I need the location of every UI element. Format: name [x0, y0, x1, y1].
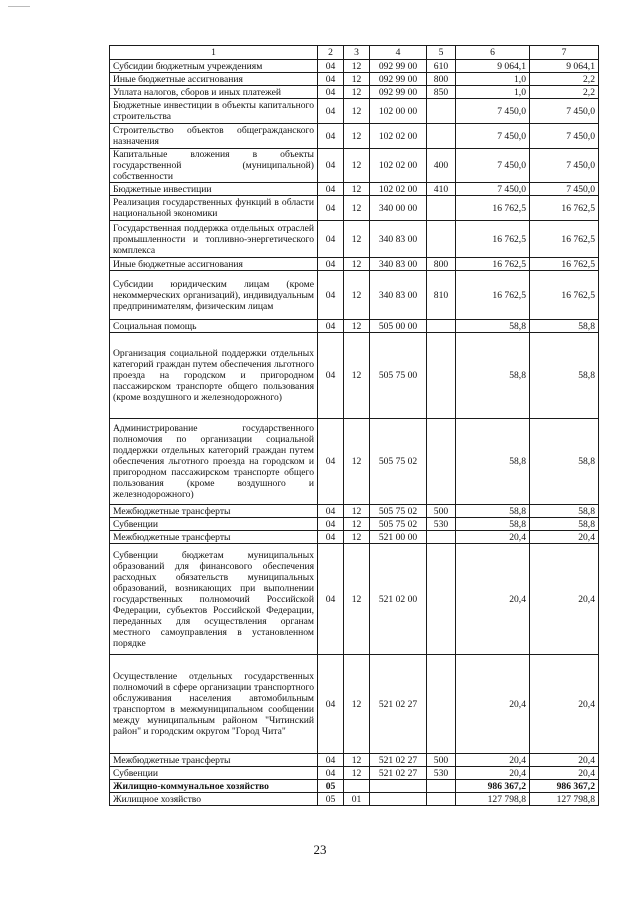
- cell-section: 04: [318, 258, 344, 271]
- cell-target-article: 092 99 00: [370, 73, 427, 86]
- table-row: [110, 271, 599, 320]
- cell-subsection: 12: [344, 196, 370, 221]
- cell-amount-year-2: 20,4: [530, 544, 599, 655]
- cell-amount-year-1: 58,8: [456, 320, 530, 333]
- page-number: 23: [313, 842, 327, 857]
- cell-target-article: [370, 793, 427, 806]
- cell-section: 05: [318, 793, 344, 806]
- cell-name: Организация социальной поддержки отдельных категорий граждан путем обеспечения льготного проезда на городском и пригородном пассажирском транспорте общего пользования (кроме воздушного и железнодорожного): [110, 333, 318, 419]
- cell-target-article: 505 00 00: [370, 320, 427, 333]
- cell-name: Иные бюджетные ассигнования: [110, 73, 318, 86]
- cell-name: Государственная поддержка отдельных отраслей промышленности и топливно-энергетического комплекса: [110, 221, 318, 258]
- cell-subsection: 12: [344, 333, 370, 419]
- table-row: [110, 86, 599, 99]
- cell-expense-type: [427, 655, 456, 754]
- table-row: [110, 754, 599, 767]
- cell-name: Субвенции: [110, 767, 318, 780]
- cell-amount-year-1: 20,4: [456, 531, 530, 544]
- table-row: [110, 73, 599, 86]
- cell-amount-year-1: 127 798,8: [456, 793, 530, 806]
- cell-name: Жилищно-коммунальное хозяйство: [110, 780, 318, 793]
- cell-expense-type: [427, 99, 456, 124]
- table-row: [110, 655, 599, 754]
- cell-amount-year-2: 20,4: [530, 754, 599, 767]
- cell-subsection: 12: [344, 99, 370, 124]
- cell-expense-type: [427, 196, 456, 221]
- cell-expense-type: 400: [427, 149, 456, 183]
- table-row: [110, 544, 599, 655]
- cell-amount-year-2: 20,4: [530, 531, 599, 544]
- cell-expense-type: 610: [427, 60, 456, 73]
- cell-subsection: 12: [344, 320, 370, 333]
- header-col-4: 4: [370, 46, 427, 60]
- cell-expense-type: 810: [427, 271, 456, 320]
- cell-amount-year-1: 20,4: [456, 754, 530, 767]
- cell-target-article: 505 75 00: [370, 333, 427, 419]
- cell-subsection: 12: [344, 754, 370, 767]
- cell-section: 04: [318, 221, 344, 258]
- cell-expense-type: [427, 780, 456, 793]
- cell-subsection: 12: [344, 767, 370, 780]
- cell-section: 04: [318, 518, 344, 531]
- table-row: [110, 531, 599, 544]
- table-row: [110, 505, 599, 518]
- cell-name: Социальная помощь: [110, 320, 318, 333]
- cell-amount-year-1: 58,8: [456, 419, 530, 505]
- cell-amount-year-2: 58,8: [530, 333, 599, 419]
- table-row: [110, 221, 599, 258]
- cell-amount-year-2: 7 450,0: [530, 149, 599, 183]
- cell-name: Субвенции: [110, 518, 318, 531]
- cell-target-article: 092 99 00: [370, 60, 427, 73]
- cell-amount-year-2: 58,8: [530, 518, 599, 531]
- cell-amount-year-1: 58,8: [456, 518, 530, 531]
- cell-target-article: 521 02 27: [370, 655, 427, 754]
- cell-expense-type: 530: [427, 518, 456, 531]
- cell-section: 04: [318, 183, 344, 196]
- header-col-6: 6: [456, 46, 530, 60]
- cell-target-article: 521 00 00: [370, 531, 427, 544]
- cell-amount-year-2: 20,4: [530, 767, 599, 780]
- cell-expense-type: [427, 793, 456, 806]
- cell-subsection: 12: [344, 655, 370, 754]
- cell-section: 04: [318, 754, 344, 767]
- cell-name: Реализация государственных функций в области национальной экономики: [110, 196, 318, 221]
- table-row: [110, 793, 599, 806]
- cell-target-article: 102 02 00: [370, 183, 427, 196]
- cell-target-article: 092 99 00: [370, 86, 427, 99]
- cell-amount-year-2: 16 762,5: [530, 221, 599, 258]
- cell-name: Осуществление отдельных государственных полномочий в сфере организации транспортного обслуживания населения автомобильным транспортом в межмуниципальном сообщении между муниципальным районом "Читинский район" и городским округом "Город Чита": [110, 655, 318, 754]
- table-row: [110, 419, 599, 505]
- table-header-row: [110, 46, 599, 60]
- cell-subsection: 12: [344, 149, 370, 183]
- cell-section: 04: [318, 419, 344, 505]
- cell-subsection: 12: [344, 124, 370, 149]
- cell-subsection: 12: [344, 518, 370, 531]
- cell-amount-year-2: 986 367,2: [530, 780, 599, 793]
- cell-subsection: 01: [344, 793, 370, 806]
- cell-name: Субвенции бюджетам муниципальных образований для финансового обеспечения расходных обязательств муниципальных образований, возникающих при выполнении государственных полномочий Российской Федерации, субъектов Российской Федерации, переданных для осуществления органам местного самоуправления в установленном порядке: [110, 544, 318, 655]
- cell-amount-year-1: 16 762,5: [456, 258, 530, 271]
- cell-target-article: 521 02 27: [370, 767, 427, 780]
- cell-name: Строительство объектов общегражданского назначения: [110, 124, 318, 149]
- cell-subsection: 12: [344, 86, 370, 99]
- cell-amount-year-1: 986 367,2: [456, 780, 530, 793]
- cell-amount-year-1: 20,4: [456, 655, 530, 754]
- cell-expense-type: [427, 221, 456, 258]
- cell-expense-type: 500: [427, 754, 456, 767]
- cell-expense-type: 800: [427, 258, 456, 271]
- table-row: [110, 124, 599, 149]
- cell-section: 04: [318, 531, 344, 544]
- cell-amount-year-2: 58,8: [530, 505, 599, 518]
- cell-expense-type: 850: [427, 86, 456, 99]
- cell-target-article: [370, 780, 427, 793]
- cell-amount-year-2: 7 450,0: [530, 124, 599, 149]
- budget-table: [109, 45, 599, 806]
- cell-section: 04: [318, 73, 344, 86]
- cell-section: 04: [318, 271, 344, 320]
- table-row: [110, 60, 599, 73]
- cell-expense-type: 800: [427, 73, 456, 86]
- cell-name: Администрирование государственного полномочия по организации социальной поддержки отдельных категорий граждан путем обеспечения льготного проезда на городском и пригородном пассажирском транспорте общего пользования (кроме воздушного и железнодорожного): [110, 419, 318, 505]
- cell-target-article: 505 75 02: [370, 518, 427, 531]
- cell-expense-type: [427, 544, 456, 655]
- header-col-1: 1: [110, 46, 318, 60]
- cell-name: Уплата налогов, сборов и иных платежей: [110, 86, 318, 99]
- cell-amount-year-1: 58,8: [456, 505, 530, 518]
- cell-amount-year-1: 1,0: [456, 73, 530, 86]
- cell-target-article: 521 02 27: [370, 754, 427, 767]
- cell-amount-year-1: 7 450,0: [456, 124, 530, 149]
- cell-amount-year-2: 2,2: [530, 73, 599, 86]
- table-row: [110, 518, 599, 531]
- table-row: [110, 183, 599, 196]
- header-col-3: 3: [344, 46, 370, 60]
- cell-amount-year-2: 9 064,1: [530, 60, 599, 73]
- cell-expense-type: 410: [427, 183, 456, 196]
- cell-expense-type: [427, 124, 456, 149]
- table-row: [110, 196, 599, 221]
- table-body: [110, 60, 599, 806]
- cell-amount-year-1: 7 450,0: [456, 183, 530, 196]
- cell-target-article: 340 00 00: [370, 196, 427, 221]
- cell-expense-type: [427, 333, 456, 419]
- cell-amount-year-1: 16 762,5: [456, 221, 530, 258]
- cell-amount-year-2: 7 450,0: [530, 183, 599, 196]
- header-col-2: 2: [318, 46, 344, 60]
- cell-subsection: 12: [344, 73, 370, 86]
- cell-section: 04: [318, 149, 344, 183]
- cell-name: Субсидии юридическим лицам (кроме некоммерческих организаций), индивидуальным предпринимателям, физическим лицам: [110, 271, 318, 320]
- cell-section: 04: [318, 86, 344, 99]
- cell-subsection: 12: [344, 419, 370, 505]
- cell-target-article: 505 75 02: [370, 419, 427, 505]
- cell-amount-year-1: 58,8: [456, 333, 530, 419]
- cell-section: 04: [318, 124, 344, 149]
- cell-amount-year-2: 127 798,8: [530, 793, 599, 806]
- table-row: [110, 767, 599, 780]
- cell-name: Межбюджетные трансферты: [110, 505, 318, 518]
- table-row: [110, 258, 599, 271]
- cell-name: Межбюджетные трансферты: [110, 531, 318, 544]
- cell-amount-year-2: 20,4: [530, 655, 599, 754]
- cell-name: Межбюджетные трансферты: [110, 754, 318, 767]
- cell-amount-year-1: 7 450,0: [456, 99, 530, 124]
- cell-target-article: 102 02 00: [370, 149, 427, 183]
- cell-amount-year-1: 9 064,1: [456, 60, 530, 73]
- cell-subsection: 12: [344, 544, 370, 655]
- cell-subsection: [344, 780, 370, 793]
- cell-name: Субсидии бюджетным учреждениям: [110, 60, 318, 73]
- cell-amount-year-1: 1,0: [456, 86, 530, 99]
- cell-section: 05: [318, 780, 344, 793]
- cell-amount-year-1: 16 762,5: [456, 271, 530, 320]
- cell-section: 04: [318, 767, 344, 780]
- cell-subsection: 12: [344, 271, 370, 320]
- cell-subsection: 12: [344, 221, 370, 258]
- table-row: [110, 780, 599, 793]
- cell-name: Бюджетные инвестиции в объекты капитального строительства: [110, 99, 318, 124]
- cell-amount-year-2: 16 762,5: [530, 271, 599, 320]
- cell-name: Бюджетные инвестиции: [110, 183, 318, 196]
- cell-amount-year-1: 20,4: [456, 767, 530, 780]
- cell-subsection: 12: [344, 505, 370, 518]
- cell-name: Капитальные вложения в объекты государственной (муниципальной) собственности: [110, 149, 318, 183]
- cell-target-article: 340 83 00: [370, 271, 427, 320]
- table-row: [110, 320, 599, 333]
- cell-amount-year-2: 7 450,0: [530, 99, 599, 124]
- cell-amount-year-2: 2,2: [530, 86, 599, 99]
- cell-section: 04: [318, 320, 344, 333]
- cell-subsection: 12: [344, 183, 370, 196]
- cell-amount-year-2: 16 762,5: [530, 196, 599, 221]
- table-row: [110, 149, 599, 183]
- cell-subsection: 12: [344, 531, 370, 544]
- cell-expense-type: 530: [427, 767, 456, 780]
- cell-section: 04: [318, 544, 344, 655]
- cell-amount-year-2: 16 762,5: [530, 258, 599, 271]
- cell-section: 04: [318, 333, 344, 419]
- cell-expense-type: 500: [427, 505, 456, 518]
- cell-name: Жилищное хозяйство: [110, 793, 318, 806]
- header-col-7: 7: [530, 46, 599, 60]
- cell-target-article: 340 83 00: [370, 221, 427, 258]
- cell-amount-year-1: 7 450,0: [456, 149, 530, 183]
- scan-corner-mark: [8, 6, 30, 7]
- cell-section: 04: [318, 196, 344, 221]
- cell-amount-year-2: 58,8: [530, 320, 599, 333]
- table-row: [110, 333, 599, 419]
- cell-amount-year-1: 20,4: [456, 544, 530, 655]
- cell-target-article: 340 83 00: [370, 258, 427, 271]
- cell-section: 04: [318, 60, 344, 73]
- cell-section: 04: [318, 505, 344, 518]
- cell-subsection: 12: [344, 60, 370, 73]
- table-row: [110, 99, 599, 124]
- cell-subsection: 12: [344, 258, 370, 271]
- cell-target-article: 102 00 00: [370, 99, 427, 124]
- header-col-5: 5: [427, 46, 456, 60]
- cell-target-article: 505 75 02: [370, 505, 427, 518]
- cell-amount-year-2: 58,8: [530, 419, 599, 505]
- cell-target-article: 102 02 00: [370, 124, 427, 149]
- cell-expense-type: [427, 419, 456, 505]
- cell-name: Иные бюджетные ассигнования: [110, 258, 318, 271]
- cell-target-article: 521 02 00: [370, 544, 427, 655]
- cell-expense-type: [427, 531, 456, 544]
- cell-amount-year-1: 16 762,5: [456, 196, 530, 221]
- cell-section: 04: [318, 99, 344, 124]
- cell-expense-type: [427, 320, 456, 333]
- cell-section: 04: [318, 655, 344, 754]
